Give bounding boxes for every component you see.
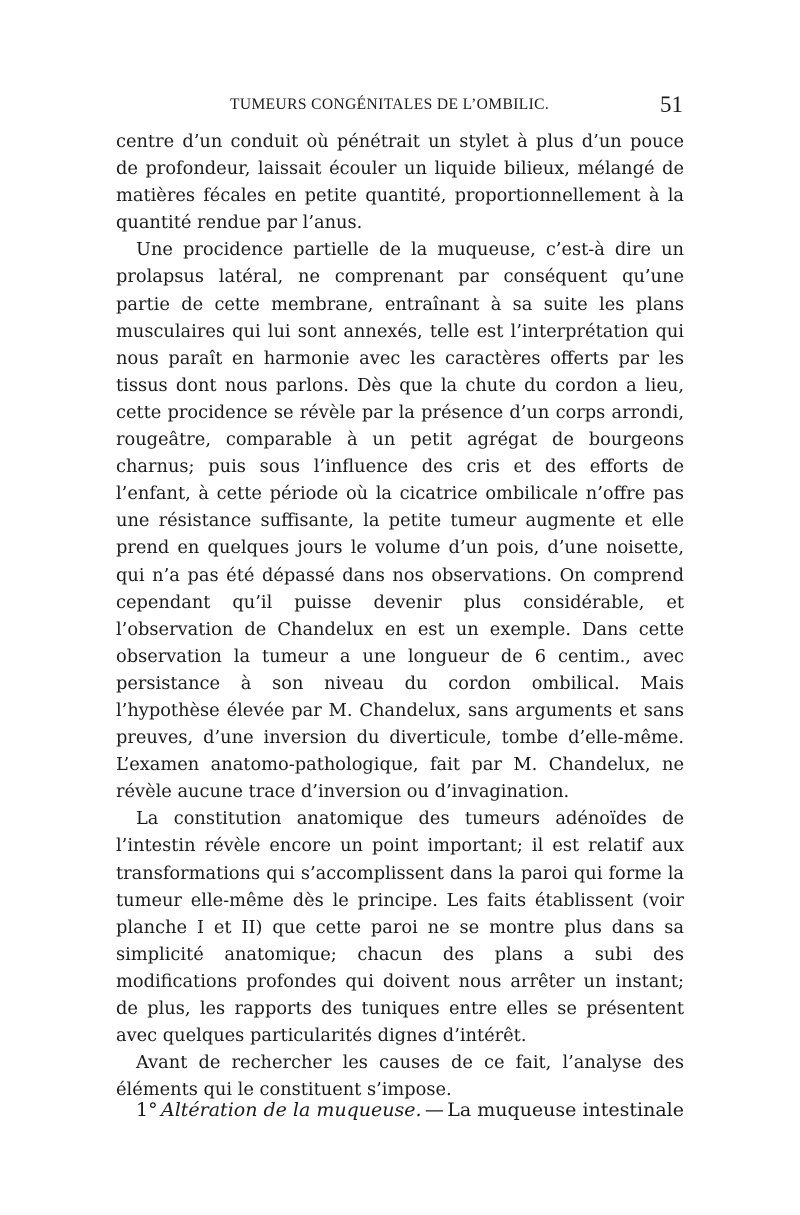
paragraph-procidence: Une procidence partielle de la muqueuse, c’est-à dire un prolapsus latéral, ne comprenant par conséquent qu’une partie de cette membrane, entraînant à sa suite les plans musculaires qui lui sont annexés, telle est l’interprétation qui nous paraît en harmonie avec les caractères offerts par les tissus dont nous parlons. Dès que la chute du cordon a lieu, cette procidence se révèle par la présence d’un corps arrondi, rougeâtre, comparable à un petit agrégat de bourgeons charnus; puis sous l’influence des cris et des efforts de l’enfant, à cette période où la cicatrice ombilicale n’offre pas une résistance suffisante, la petite tumeur augmente et elle prend en quelques jours le volume d’un pois, d’une noisette, qui n’a pas été dépassé dans nos observations. On comprend cependant qu’il puisse devenir plus considérable, et l’observation de Chandelux en est un exemple. Dans cette observation la tumeur a une longueur de 6 centim., avec persistance à son niveau du cordon ombilical. Mais l’hypothèse élevée par M. Chandelux, sans arguments et sans preuves, d’une inversion du diverticule, tombe d’elle-même. L’examen anatomo-pathologique, fait par M. Chandelux, ne révèle aucune trace d’inversion ou d’invagination.: [116, 239, 684, 803]
page-number: 51: [660, 92, 683, 117]
section-number: 1°: [136, 1099, 158, 1121]
paragraph-continuation: centre d’un conduit où pénétrait un stylet à plus d’un pouce de profondeur, laissait écouler un liquide bilieux, mélangé de matières fécales en petite quantité, proportionnellement à la quantité rendue par l’anus.: [116, 131, 684, 234]
body-text: [116, 128, 684, 1103]
running-title: TUMEURS CONGÉNITALES DE L’OMBILIC.: [230, 96, 550, 113]
section-title: Altération de la muqueuse.: [160, 1099, 422, 1121]
paragraph-constitution: La constitution anatomique des tumeurs adénoïdes de l’intestin révèle encore un point important; il est relatif aux transformations qui s’accomplissent dans la paroi qui forme la tumeur elle-même dès le principe. Les faits établissent (voir planche I et II) que cette paroi ne se montre plus dans sa simplicité anatomique; chacun des plans a subi des modifications profondes qui doivent nous arrêter un instant; de plus, les rapports des tuniques entre elles se présentent avec quelques particularités dignes d’intérêt.: [116, 808, 684, 1047]
paragraph-analysis: Avant de rechercher les causes de ce fait, l’analyse des éléments qui le constituent s’impose.: [116, 1052, 684, 1101]
section-heading: [116, 1096, 684, 1124]
section-text: La muqueuse intestinale: [447, 1099, 684, 1121]
running-head: [115, 92, 683, 120]
section-dash: —: [424, 1099, 444, 1121]
